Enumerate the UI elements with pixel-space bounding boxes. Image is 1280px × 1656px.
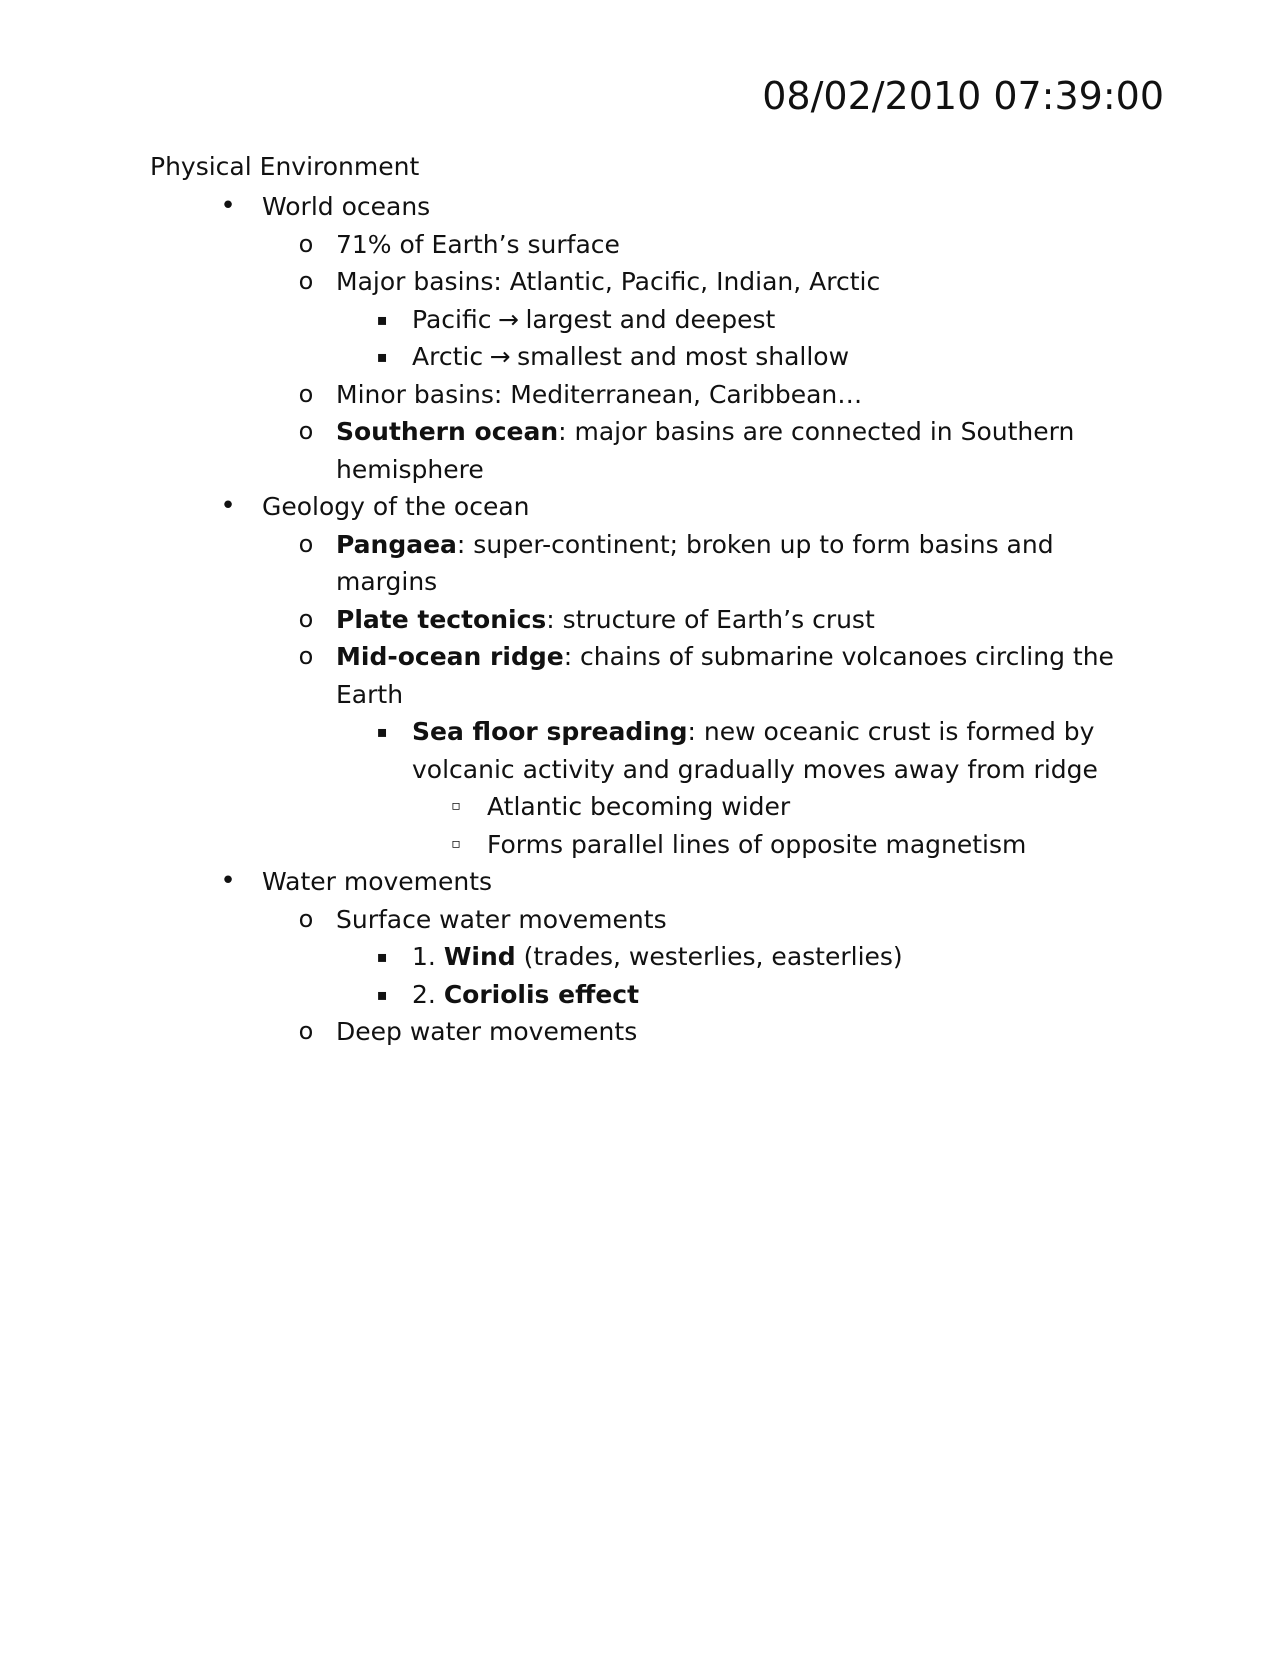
list-item-term: Plate tectonics bbox=[336, 604, 547, 634]
list-item-text: World oceans bbox=[262, 192, 431, 221]
list-item-term: Southern ocean bbox=[336, 417, 559, 446]
list-item-term: Coriolis effect bbox=[443, 979, 640, 1009]
list-item-text: smallest and most shallow bbox=[517, 342, 850, 371]
list-item-text: Geology of the ocean bbox=[262, 492, 530, 521]
list-item-term: Pacific bbox=[412, 304, 492, 334]
list-item-term: Arctic bbox=[412, 342, 484, 371]
list-item bbox=[0, 901, 1136, 939]
arrow-right-icon: → bbox=[489, 342, 511, 371]
list-item-text: Atlantic becoming wider bbox=[487, 792, 791, 821]
list-item-term: Pangaea bbox=[336, 529, 457, 559]
circle-bullet-icon: o bbox=[298, 267, 314, 295]
list-item bbox=[0, 938, 1112, 976]
list-item-text: Water movements bbox=[262, 867, 493, 896]
list-item bbox=[0, 1013, 1136, 1051]
list-item bbox=[0, 863, 1142, 901]
circle-bullet-icon: o bbox=[298, 229, 314, 258]
list-item-term: Mid-ocean ridge bbox=[336, 642, 564, 671]
list-item-term: Wind bbox=[443, 942, 516, 971]
circle-bullet-icon: o bbox=[298, 604, 314, 633]
circle-bullet-icon: o bbox=[298, 417, 314, 445]
bullet-icon: • bbox=[220, 866, 236, 896]
list-item-text: Deep water movements bbox=[336, 1017, 638, 1046]
circle-bullet-icon: o bbox=[298, 379, 314, 408]
circle-bullet-icon: o bbox=[298, 529, 314, 558]
list-item-text: : structure of Earth’s crust bbox=[546, 604, 875, 634]
arrow-right-icon: → bbox=[497, 304, 519, 334]
list-item bbox=[0, 638, 1136, 713]
list-item bbox=[0, 226, 1136, 264]
list-item-term: Sea floor spreading bbox=[412, 717, 688, 746]
circle-bullet-icon: o bbox=[298, 904, 314, 933]
list-item-text: Forms parallel lines of opposite magnetism bbox=[487, 829, 1027, 859]
list-item bbox=[0, 188, 1142, 226]
circle-bullet-icon: o bbox=[298, 642, 314, 670]
list-number: 1. bbox=[412, 942, 436, 971]
square-bullet-icon: ▪ bbox=[376, 347, 388, 366]
list-item-text: largest and deepest bbox=[525, 304, 776, 334]
square-bullet-icon: ▪ bbox=[376, 947, 388, 966]
square-bullet-icon: ▪ bbox=[376, 309, 388, 329]
list-item-text: 71% of Earth’s surface bbox=[336, 229, 620, 259]
list-item-text: : new oceanic crust is formed by volcanic activity and gradually moves away from ridge bbox=[412, 717, 1098, 784]
list-item bbox=[0, 713, 1112, 788]
list-item-text: Surface water movements bbox=[336, 904, 667, 934]
square-bullet-icon: ▪ bbox=[376, 722, 388, 741]
list-number: 2. bbox=[412, 979, 436, 1009]
list-item-text: (trades, westerlies, easterlies) bbox=[523, 942, 903, 971]
list-item bbox=[0, 601, 1136, 639]
list-item-text: Major basins: Atlantic, Pacific, Indian, Arctic bbox=[336, 267, 881, 296]
list-item-text: : chains of submarine volcanoes circling the Earth bbox=[336, 642, 1114, 709]
page-title: Physical Environment bbox=[150, 152, 420, 181]
list-item bbox=[0, 788, 1127, 826]
bullet-icon: • bbox=[220, 191, 236, 221]
list-item bbox=[0, 263, 1136, 301]
list-item bbox=[0, 413, 1136, 488]
hollow-square-bullet-icon: ▫ bbox=[451, 835, 461, 852]
list-item-text: : super-continent; broken up to form basins and margins bbox=[336, 529, 1054, 596]
notes-outline bbox=[0, 188, 1280, 1051]
list-item-text: : major basins are connected in Southern hemisphere bbox=[336, 417, 1075, 484]
bullet-icon: • bbox=[220, 491, 236, 521]
circle-bullet-icon: o bbox=[298, 1017, 314, 1045]
list-item bbox=[0, 338, 1112, 376]
list-item bbox=[0, 301, 1112, 339]
list-item bbox=[0, 526, 1136, 601]
document-timestamp: 08/02/2010 07:39:00 bbox=[762, 74, 1164, 118]
list-item bbox=[0, 976, 1112, 1014]
square-bullet-icon: ▪ bbox=[376, 984, 388, 1004]
list-item bbox=[0, 376, 1136, 414]
list-item bbox=[0, 826, 1127, 864]
list-item-text: Minor basins: Mediterranean, Caribbean… bbox=[336, 379, 863, 409]
list-item bbox=[0, 488, 1142, 526]
hollow-square-bullet-icon: ▫ bbox=[451, 798, 461, 814]
